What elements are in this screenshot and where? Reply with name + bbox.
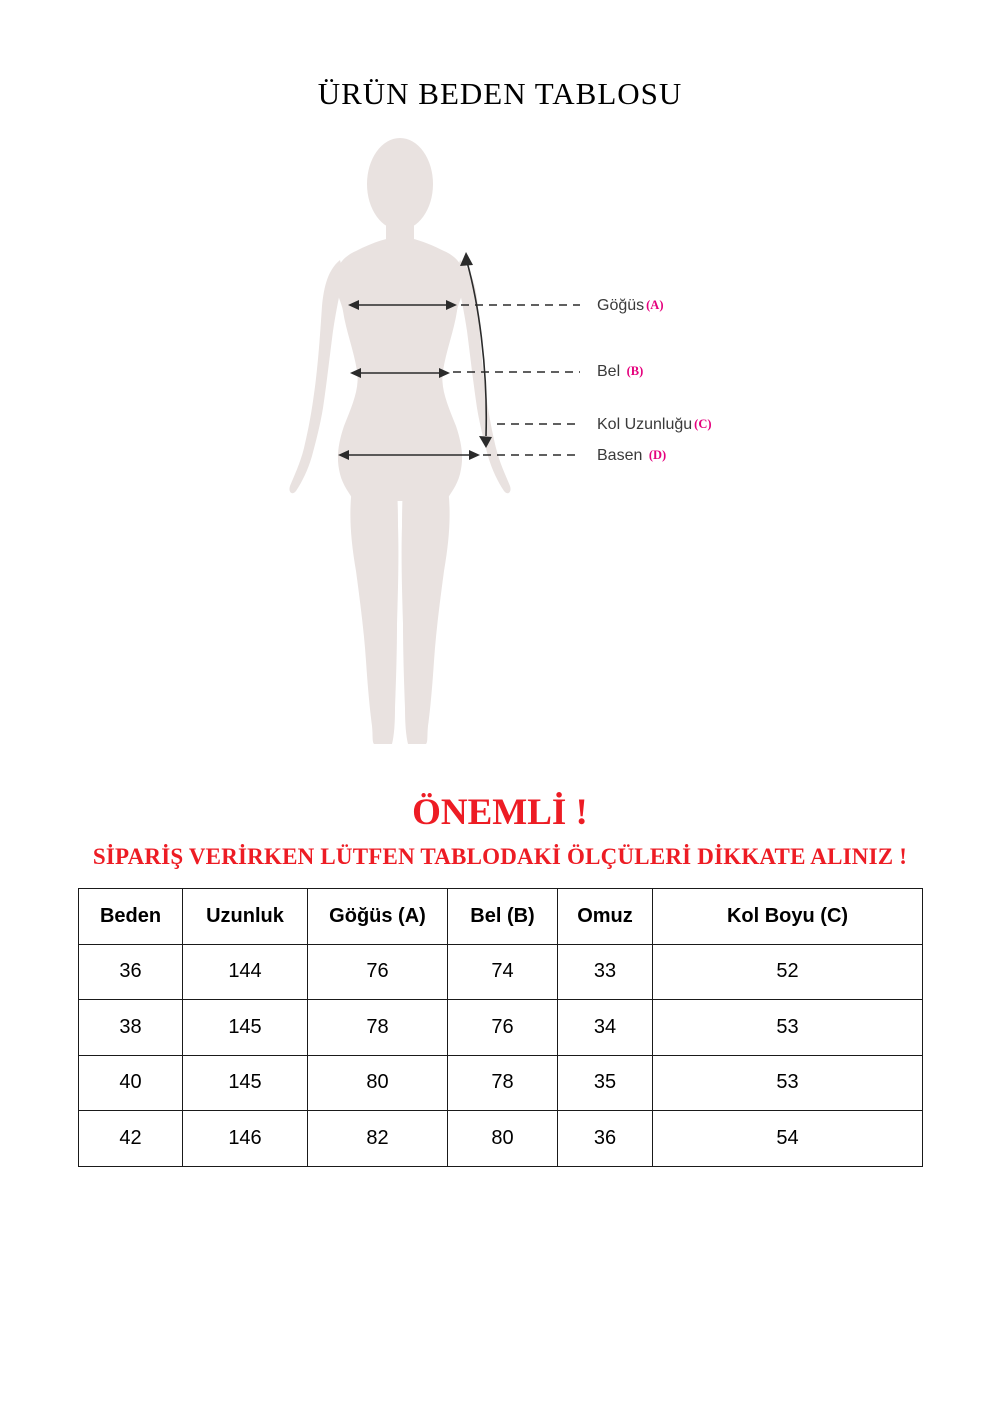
size-table <box>78 888 923 1167</box>
cell-size: 36 <box>79 944 183 1000</box>
table-row <box>79 944 923 1000</box>
measurement-code-c: (C) <box>694 417 712 431</box>
cell-arm-length: 52 <box>653 944 923 1000</box>
column-header-gogus: Göğüs (A) <box>308 889 448 945</box>
cell-size: 38 <box>79 1000 183 1056</box>
cell-chest: 76 <box>308 944 448 1000</box>
silhouette-right-arm <box>456 260 511 493</box>
cell-chest: 78 <box>308 1000 448 1056</box>
measurement-code-d: (D) <box>648 448 667 462</box>
measurement-label-chest-text: Göğüs <box>597 297 645 314</box>
cell-waist: 80 <box>448 1111 558 1167</box>
column-header-kol-boyu: Kol Boyu (C) <box>653 889 923 945</box>
column-header-beden: Beden <box>79 889 183 945</box>
cell-chest: 82 <box>308 1111 448 1167</box>
measurement-label-waist <box>597 362 643 381</box>
silhouette-left-leg <box>350 476 398 744</box>
cell-chest: 80 <box>308 1055 448 1111</box>
cell-arm-length: 53 <box>653 1000 923 1056</box>
silhouette-right-leg <box>402 476 450 744</box>
cell-arm-length: 54 <box>653 1111 923 1167</box>
cell-waist: 74 <box>448 944 558 1000</box>
measurement-label-arm-text: Kol Uzunluğu <box>597 416 693 433</box>
column-header-uzunluk: Uzunluk <box>183 889 308 945</box>
silhouette-left-arm <box>289 260 344 493</box>
cell-waist: 76 <box>448 1000 558 1056</box>
cell-length: 146 <box>183 1111 308 1167</box>
cell-waist: 78 <box>448 1055 558 1111</box>
cell-length: 145 <box>183 1055 308 1111</box>
measurement-label-waist-text: Bel <box>597 363 621 380</box>
size-table-header-row <box>79 889 923 945</box>
page-title: ÜRÜN BEDEN TABLOSU <box>317 76 683 111</box>
cell-length: 144 <box>183 944 308 1000</box>
important-heading: ÖNEMLİ ! <box>412 792 588 833</box>
cell-arm-length: 53 <box>653 1055 923 1111</box>
measurement-code-b: (B) <box>626 364 644 378</box>
warning-text: SİPARİŞ VERİRKEN LÜTFEN TABLODAKİ ÖLÇÜLERİ DİKKATE ALINIZ ! <box>92 844 908 869</box>
column-header-bel: Bel (B) <box>448 889 558 945</box>
measurement-label-hip <box>597 446 666 465</box>
cell-shoulder: 35 <box>558 1055 653 1111</box>
cell-shoulder: 33 <box>558 944 653 1000</box>
cell-shoulder: 34 <box>558 1000 653 1056</box>
cell-size: 42 <box>79 1111 183 1167</box>
column-header-omuz: Omuz <box>558 889 653 945</box>
body-silhouette <box>289 138 510 744</box>
body-silhouette-diagram <box>280 136 750 756</box>
measurement-label-hip-text: Basen <box>597 447 643 464</box>
cell-size: 40 <box>79 1055 183 1111</box>
table-row <box>79 1111 923 1167</box>
measurement-label-arm-length <box>597 415 712 434</box>
table-row <box>79 1000 923 1056</box>
table-row <box>79 1055 923 1111</box>
cell-shoulder: 36 <box>558 1111 653 1167</box>
measurement-code-a: (A) <box>646 298 664 312</box>
measurement-label-chest <box>597 296 664 315</box>
silhouette-torso <box>336 236 465 501</box>
cell-length: 145 <box>183 1000 308 1056</box>
